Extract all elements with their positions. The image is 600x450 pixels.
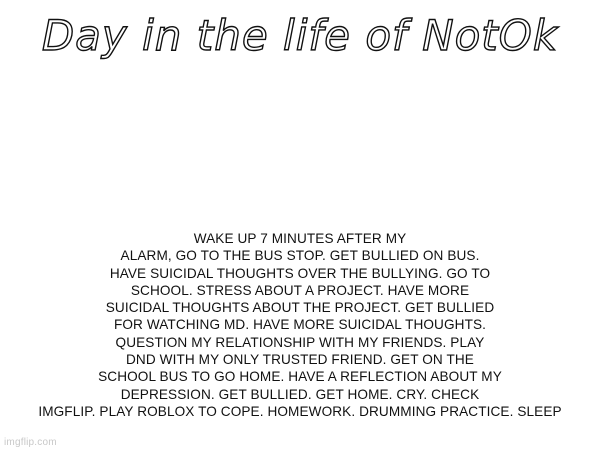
body-line: WAKE UP 7 MINUTES AFTER MY — [193, 231, 407, 246]
body-line: DEPRESSION. GET BULLIED. GET HOME. CRY. CHECK — [120, 386, 480, 402]
imgflip-watermark: imgflip.com — [4, 437, 57, 448]
meme-title: Day in the life of NotOk — [41, 11, 559, 60]
body-line: IMGFLIP. PLAY ROBLOX TO COPE. HOMEWORK. DRUMMING PRACTICE. SLEEP — [38, 403, 562, 419]
body-line: SCHOOL. STRESS ABOUT A PROJECT. HAVE MORE — [130, 282, 470, 298]
body-line: SCHOOL BUS TO GO HOME. HAVE A REFLECTION ABOUT MY — [98, 369, 502, 385]
body-line: FOR WATCHING MD. HAVE MORE SUICIDAL THOUGHTS. — [113, 317, 487, 333]
meme-body-text — [8, 230, 592, 420]
body-line: HAVE SUICIDAL THOUGHTS OVER THE BULLYING. GO TO — [109, 265, 491, 281]
body-line: SUICIDAL THOUGHTS ABOUT THE PROJECT. GET BULLIED — [105, 300, 495, 316]
body-line: QUESTION MY RELATIONSHIP WITH MY FRIENDS. PLAY — [115, 334, 485, 350]
body-line: ALARM, GO TO THE BUS STOP. GET BULLIED ON BUS. — [120, 248, 480, 264]
body-line: DND WITH MY ONLY TRUSTED FRIEND. GET ON THE — [126, 352, 474, 368]
